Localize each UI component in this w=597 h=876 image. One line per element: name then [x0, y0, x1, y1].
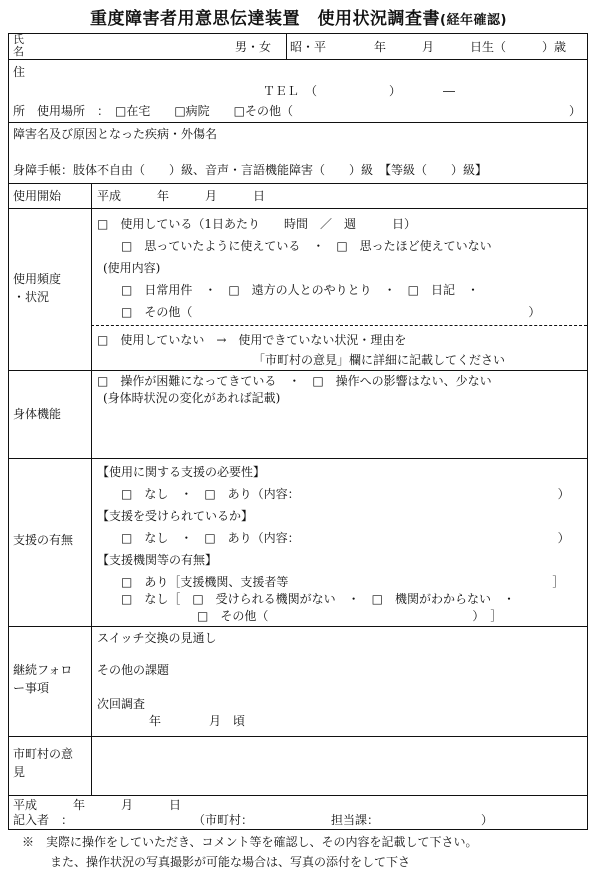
rule-support-bottom [9, 626, 587, 627]
municipal-opinion-field[interactable] [93, 738, 585, 793]
rule-body-bottom [9, 458, 587, 459]
gender-select[interactable]: 男・女 [235, 40, 272, 54]
frequency-content-options[interactable]: □ 日常用件 ・ □ 遠方の人とのやりとり ・ □ 日記 ・ [121, 283, 480, 297]
frequency-not-using-checkbox[interactable]: □ 使用していない → 使用できていない状況・理由を [97, 333, 407, 347]
body-function-options[interactable]: □ 操作が困難になってきている ・ □ 操作への影響はない、少ない [97, 374, 492, 388]
followup-label: 継続フォロ ー事項 [13, 663, 73, 695]
disability-cause-label: 障害名及び原因となった疾病・外傷名 [13, 127, 218, 141]
body-function-label: 身体機能 [13, 407, 62, 421]
frequency-other-field[interactable]: □ その他（ ） [121, 305, 541, 319]
followup-switch-label: スイッチ交換の見通し [97, 631, 217, 645]
followup-next-survey-label: 次回調査 [97, 697, 146, 711]
rule-followup-bottom [9, 736, 587, 737]
document-title [0, 4, 597, 29]
rule-disability-bottom [9, 183, 587, 184]
support-label: 支援の有無 [13, 533, 74, 547]
rule-name-bottom [9, 59, 587, 60]
rule-address-bottom [9, 122, 587, 123]
tel-field[interactable]: ＴＥＬ （ ） ― [263, 84, 456, 98]
recorder-field[interactable]: 記入者 ： （市町村： 担当課： ） [13, 813, 494, 827]
note-line-1: ※ 実際に操作をしていただき、コメント等を確認し、その内容を記載して下さい。 [22, 835, 478, 849]
support-agency-no[interactable]: □ なし［ □ 受けられる機関がない ・ □ 機関がわからない ・ [121, 592, 516, 606]
rule-frequency-bottom [9, 370, 587, 371]
frequency-dashed-separator [91, 325, 587, 326]
handbook-grade-field[interactable]: 身障手帳：肢体不自由（ ）級、音声・言語機能障害（ ）級 【等級（ ）級】 [13, 163, 488, 177]
municipal-label: 市町村の意 見 [13, 747, 74, 779]
frequency-label: 使用頻度 ・状況 [13, 272, 62, 304]
support-agency-yes[interactable]: □ あり［支援機関、支援者等 ］ [121, 575, 565, 589]
rule-birth-divider [286, 34, 287, 59]
title-sub: (経年確認) [440, 13, 507, 28]
support-agency-heading: 【支援機関等の有無】 [97, 553, 218, 567]
rule-municipal-bottom [9, 795, 587, 796]
name-label: 氏 名 [13, 33, 24, 58]
title-main: 重度障害者用意思伝達装置 使用状況調査書 [90, 9, 441, 29]
support-need-heading: 【使用に関する支援の必要性】 [97, 465, 266, 479]
survey-form [8, 33, 588, 830]
support-received-heading: 【支援を受けられているか】 [97, 509, 254, 523]
birth-date-field[interactable]: 昭・平 年 月 日生（ ）歳 [290, 40, 567, 54]
support-need-options[interactable]: □ なし ・ □ あり（内容： ） [121, 487, 570, 501]
start-date-field[interactable]: 平成 年 月 日 [97, 189, 266, 203]
rule-start-bottom [9, 208, 587, 209]
start-label: 使用開始 [13, 189, 62, 203]
followup-next-survey-date[interactable]: 年 月 頃 [149, 714, 246, 728]
frequency-content-heading: (使用内容) [103, 261, 161, 275]
body-function-note: (身体時状況の変化があれば記載) [103, 391, 281, 405]
usage-place-field[interactable]: 所 使用場所 ： □在宅 □病院 □その他（ ） [13, 104, 582, 118]
record-date-field[interactable]: 平成 年 月 日 [13, 798, 182, 812]
frequency-using-checkbox[interactable]: □ 使用している（1日あたり 時間 ／ 週 日） [97, 217, 416, 231]
frequency-satisfaction-options[interactable]: □ 思っていたように使えている ・ □ 思ったほど使えていない [121, 239, 492, 253]
rule-label-column [91, 183, 92, 795]
address-label: 住 [13, 65, 26, 79]
followup-other-label: その他の課題 [97, 663, 170, 677]
note-line-2: また、操作状況の写真撮影が可能な場合は、写真の添付をして下さ [50, 855, 411, 869]
support-agency-other[interactable]: □ その他（ ） ］ [197, 609, 503, 623]
support-received-options[interactable]: □ なし ・ □ あり（内容： ） [121, 531, 570, 545]
frequency-not-using-note: 「市町村の意見」欄に詳細に記載してください [253, 353, 506, 367]
